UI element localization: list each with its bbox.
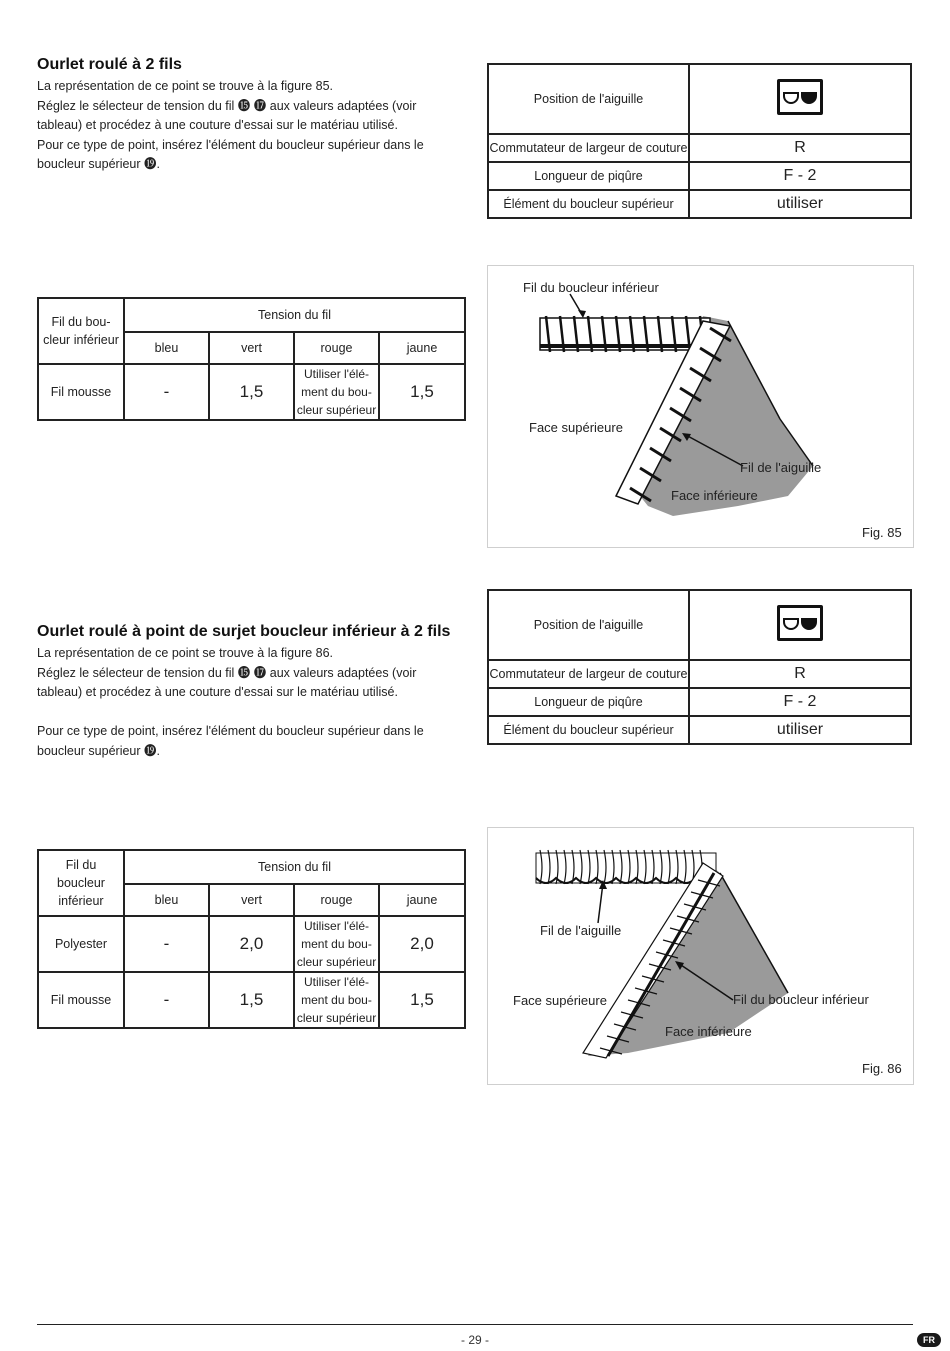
column-header-bleu: bleu xyxy=(124,332,209,364)
cell-vert: 2,0 xyxy=(209,916,294,972)
label-lower-face: Face inférieure xyxy=(665,1024,752,1039)
paragraph-line: boucleur supérieur ⓳. xyxy=(37,157,160,172)
cell-rouge-line: Utiliser l'élé- xyxy=(304,367,369,381)
row-header-line: boucleur xyxy=(57,876,105,890)
stitch-illustration-85 xyxy=(488,266,913,547)
row-label: Fil mousse xyxy=(38,364,124,420)
cell-rouge-line: Utiliser l'élé- xyxy=(304,975,369,989)
row-header-cell xyxy=(38,850,124,916)
section2-settings-table xyxy=(487,589,912,745)
cell-jaune: 2,0 xyxy=(379,916,465,972)
row-header-cell xyxy=(38,298,124,364)
cell-vert: 1,5 xyxy=(209,364,294,420)
cell-bleu: - xyxy=(124,364,209,420)
footer-rule xyxy=(37,1324,913,1325)
cell-bleu: - xyxy=(124,972,209,1028)
stitch-length-value: F - 2 xyxy=(689,162,911,190)
stitch-length-label: Longueur de piqûre xyxy=(488,162,689,190)
label-needle-thread: Fil de l'aiguille xyxy=(540,923,622,938)
row-label: Polyester xyxy=(38,916,124,972)
row-header-line: inférieur xyxy=(58,894,104,908)
cell-rouge-line: Utiliser l'élé- xyxy=(304,919,369,933)
paragraph-line: Réglez le sélecteur de tension du fil ⓯ ⓱ aux valeurs adaptées (voir xyxy=(37,665,417,680)
label-lower-looper-thread: Fil du boucleur inférieur xyxy=(523,280,659,295)
needle-position-icon xyxy=(777,605,823,641)
stitch-length-value: F - 2 xyxy=(689,688,911,716)
upper-looper-element-value: utiliser xyxy=(689,716,911,744)
column-header-jaune: jaune xyxy=(379,332,465,364)
paragraph-line: tableau) et procédez à une couture d'essai sur le matériau utilisé. xyxy=(37,685,398,700)
paragraph-line: La représentation de ce point se trouve à la figure 85. xyxy=(37,79,334,93)
cell-jaune: 1,5 xyxy=(379,364,465,420)
row-header-line: Fil du bou- xyxy=(51,315,111,329)
column-header-jaune: jaune xyxy=(379,884,465,916)
section1-paragraph xyxy=(37,77,467,175)
cell-rouge-line: cleur supérieur xyxy=(296,403,377,417)
tension-group-header: Tension du fil xyxy=(124,850,465,884)
cell-rouge xyxy=(294,916,379,972)
upper-looper-element-label: Élément du boucleur supérieur xyxy=(488,716,689,744)
cell-jaune: 1,5 xyxy=(379,972,465,1028)
figure-85 xyxy=(487,265,914,548)
cell-bleu: - xyxy=(124,916,209,972)
column-header-bleu: bleu xyxy=(124,884,209,916)
paragraph-line: Pour ce type de point, insérez l'élément du boucleur supérieur dans le xyxy=(37,724,424,739)
cell-rouge-line: cleur supérieur xyxy=(296,1011,377,1025)
cell-rouge-line: cleur supérieur xyxy=(296,955,377,969)
language-badge: FR xyxy=(917,1333,941,1347)
row-label: Fil mousse xyxy=(38,972,124,1028)
paragraph-line: Réglez le sélecteur de tension du fil ⓯ ⓱ aux valeurs adaptées (voir xyxy=(37,98,417,113)
figure-caption: Fig. 86 xyxy=(862,1061,902,1076)
cell-rouge xyxy=(294,364,379,420)
figure-86 xyxy=(487,827,914,1085)
stitch-illustration-86 xyxy=(488,828,913,1084)
needle-position-label: Position de l'aiguille xyxy=(488,64,689,134)
column-header-vert: vert xyxy=(209,884,294,916)
width-switch-value: R xyxy=(689,134,911,162)
label-upper-face: Face supérieure xyxy=(513,993,607,1008)
column-header-rouge: rouge xyxy=(294,884,379,916)
label-lower-looper-thread: Fil du boucleur inférieur xyxy=(733,992,869,1007)
width-switch-label: Commutateur de largeur de couture xyxy=(488,134,689,162)
cell-rouge-line: ment du bou- xyxy=(301,385,372,399)
paragraph-gap xyxy=(37,703,467,723)
label-needle-thread: Fil de l'aiguille xyxy=(740,460,822,475)
label-lower-face: Face inférieure xyxy=(671,488,758,503)
section1-settings-table xyxy=(487,63,912,219)
needle-position-value xyxy=(689,64,911,134)
paragraph-line: tableau) et procédez à une couture d'essai sur le matériau utilisé. xyxy=(37,118,398,133)
column-header-rouge: rouge xyxy=(294,332,379,364)
tension-group-header: Tension du fil xyxy=(124,298,465,332)
cell-rouge-line: ment du bou- xyxy=(301,993,372,1007)
cell-rouge xyxy=(294,972,379,1028)
section2-paragraph xyxy=(37,644,467,762)
paragraph-line: Pour ce type de point, insérez l'élément du boucleur supérieur dans le xyxy=(37,137,424,152)
upper-looper-element-label: Élément du boucleur supérieur xyxy=(488,190,689,218)
page-number: - 29 - xyxy=(460,1333,489,1347)
width-switch-label: Commutateur de largeur de couture xyxy=(488,660,689,688)
label-upper-face: Face supérieure xyxy=(529,420,623,435)
needle-position-icon xyxy=(777,79,823,115)
paragraph-line: boucleur supérieur ⓳. xyxy=(37,743,160,758)
needle-position-value xyxy=(689,590,911,660)
needle-position-label: Position de l'aiguille xyxy=(488,590,689,660)
column-header-vert: vert xyxy=(209,332,294,364)
width-switch-value: R xyxy=(689,660,911,688)
section1-title: Ourlet roulé à 2 fils xyxy=(37,56,182,73)
cell-rouge-line: ment du bou- xyxy=(301,937,372,951)
section2-title: Ourlet roulé à point de surjet boucleur inférieur à 2 fils xyxy=(37,623,451,640)
figure-caption: Fig. 85 xyxy=(862,525,902,540)
section2-tension-table xyxy=(37,849,466,1029)
stitch-length-label: Longueur de piqûre xyxy=(488,688,689,716)
upper-looper-element-value: utiliser xyxy=(689,190,911,218)
paragraph-line: La représentation de ce point se trouve à la figure 86. xyxy=(37,646,334,660)
section1-tension-table xyxy=(37,297,466,421)
row-header-line: cleur inférieur xyxy=(43,333,119,347)
cell-vert: 1,5 xyxy=(209,972,294,1028)
row-header-line: Fil du xyxy=(65,858,97,872)
